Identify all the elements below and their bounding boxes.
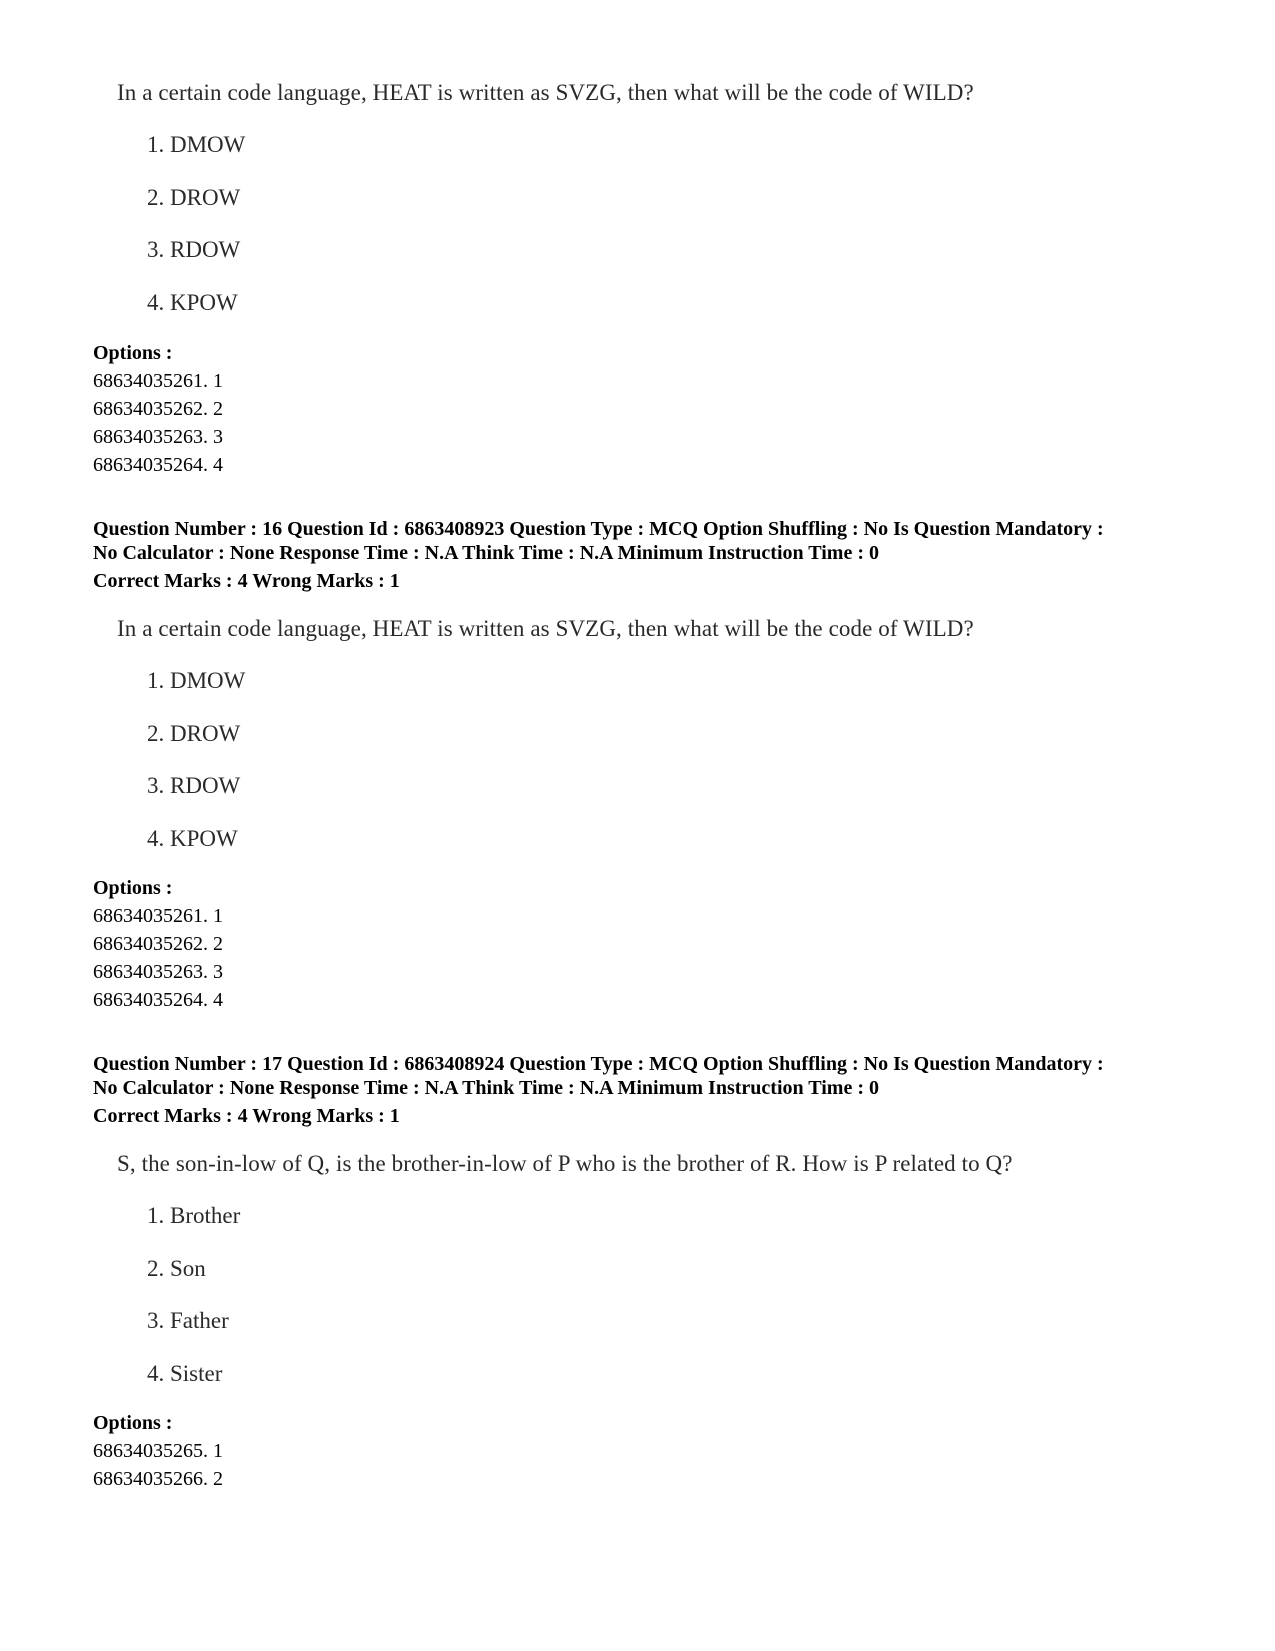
options-heading: Options : xyxy=(93,342,173,364)
marks-line: Correct Marks : 4 Wrong Marks : 1 xyxy=(93,1105,400,1127)
option-id: 68634035266. 2 xyxy=(93,1468,223,1490)
option-id: 68634035264. 4 xyxy=(93,989,223,1011)
choice-3: 3. Father xyxy=(147,1308,229,1333)
marks-line: Correct Marks : 4 Wrong Marks : 1 xyxy=(93,570,400,592)
option-id: 68634035264. 4 xyxy=(93,454,223,476)
choice-2: 2. DROW xyxy=(147,185,241,210)
question-meta-line-1: Question Number : 17 Question Id : 6863408924 Question Type : MCQ Option Shuffling : No Is Question Mandatory : xyxy=(93,1053,1104,1075)
option-id: 68634035262. 2 xyxy=(93,933,223,955)
choice-4: 4. KPOW xyxy=(147,826,238,851)
options-heading: Options : xyxy=(93,877,173,899)
choice-1: 1. DMOW xyxy=(147,668,246,693)
options-heading: Options : xyxy=(93,1412,173,1434)
option-id: 68634035262. 2 xyxy=(93,398,223,420)
choice-1: 1. Brother xyxy=(147,1203,241,1228)
question-text: In a certain code language, HEAT is written as SVZG, then what will be the code of WILD? xyxy=(117,616,974,641)
option-id: 68634035265. 1 xyxy=(93,1440,223,1462)
option-id: 68634035261. 1 xyxy=(93,905,223,927)
option-id: 68634035263. 3 xyxy=(93,426,223,448)
choice-4: 4. Sister xyxy=(147,1361,223,1386)
choice-4: 4. KPOW xyxy=(147,290,238,315)
question-meta-line-2: No Calculator : None Response Time : N.A Think Time : N.A Minimum Instruction Time : 0 xyxy=(93,542,879,564)
choice-3: 3. RDOW xyxy=(147,237,241,262)
question-text: S, the son-in-low of Q, is the brother-in-low of P who is the brother of R. How is P related to Q? xyxy=(117,1151,1013,1176)
option-id: 68634035263. 3 xyxy=(93,961,223,983)
question-text: In a certain code language, HEAT is written as SVZG, then what will be the code of WILD? xyxy=(117,80,974,105)
question-meta-line-2: No Calculator : None Response Time : N.A Think Time : N.A Minimum Instruction Time : 0 xyxy=(93,1077,879,1099)
choice-1: 1. DMOW xyxy=(147,132,246,157)
question-meta-line-1: Question Number : 16 Question Id : 6863408923 Question Type : MCQ Option Shuffling : No Is Question Mandatory : xyxy=(93,518,1104,540)
choice-2: 2. DROW xyxy=(147,721,241,746)
choice-3: 3. RDOW xyxy=(147,773,241,798)
option-id: 68634035261. 1 xyxy=(93,370,223,392)
choice-2: 2. Son xyxy=(147,1256,206,1281)
